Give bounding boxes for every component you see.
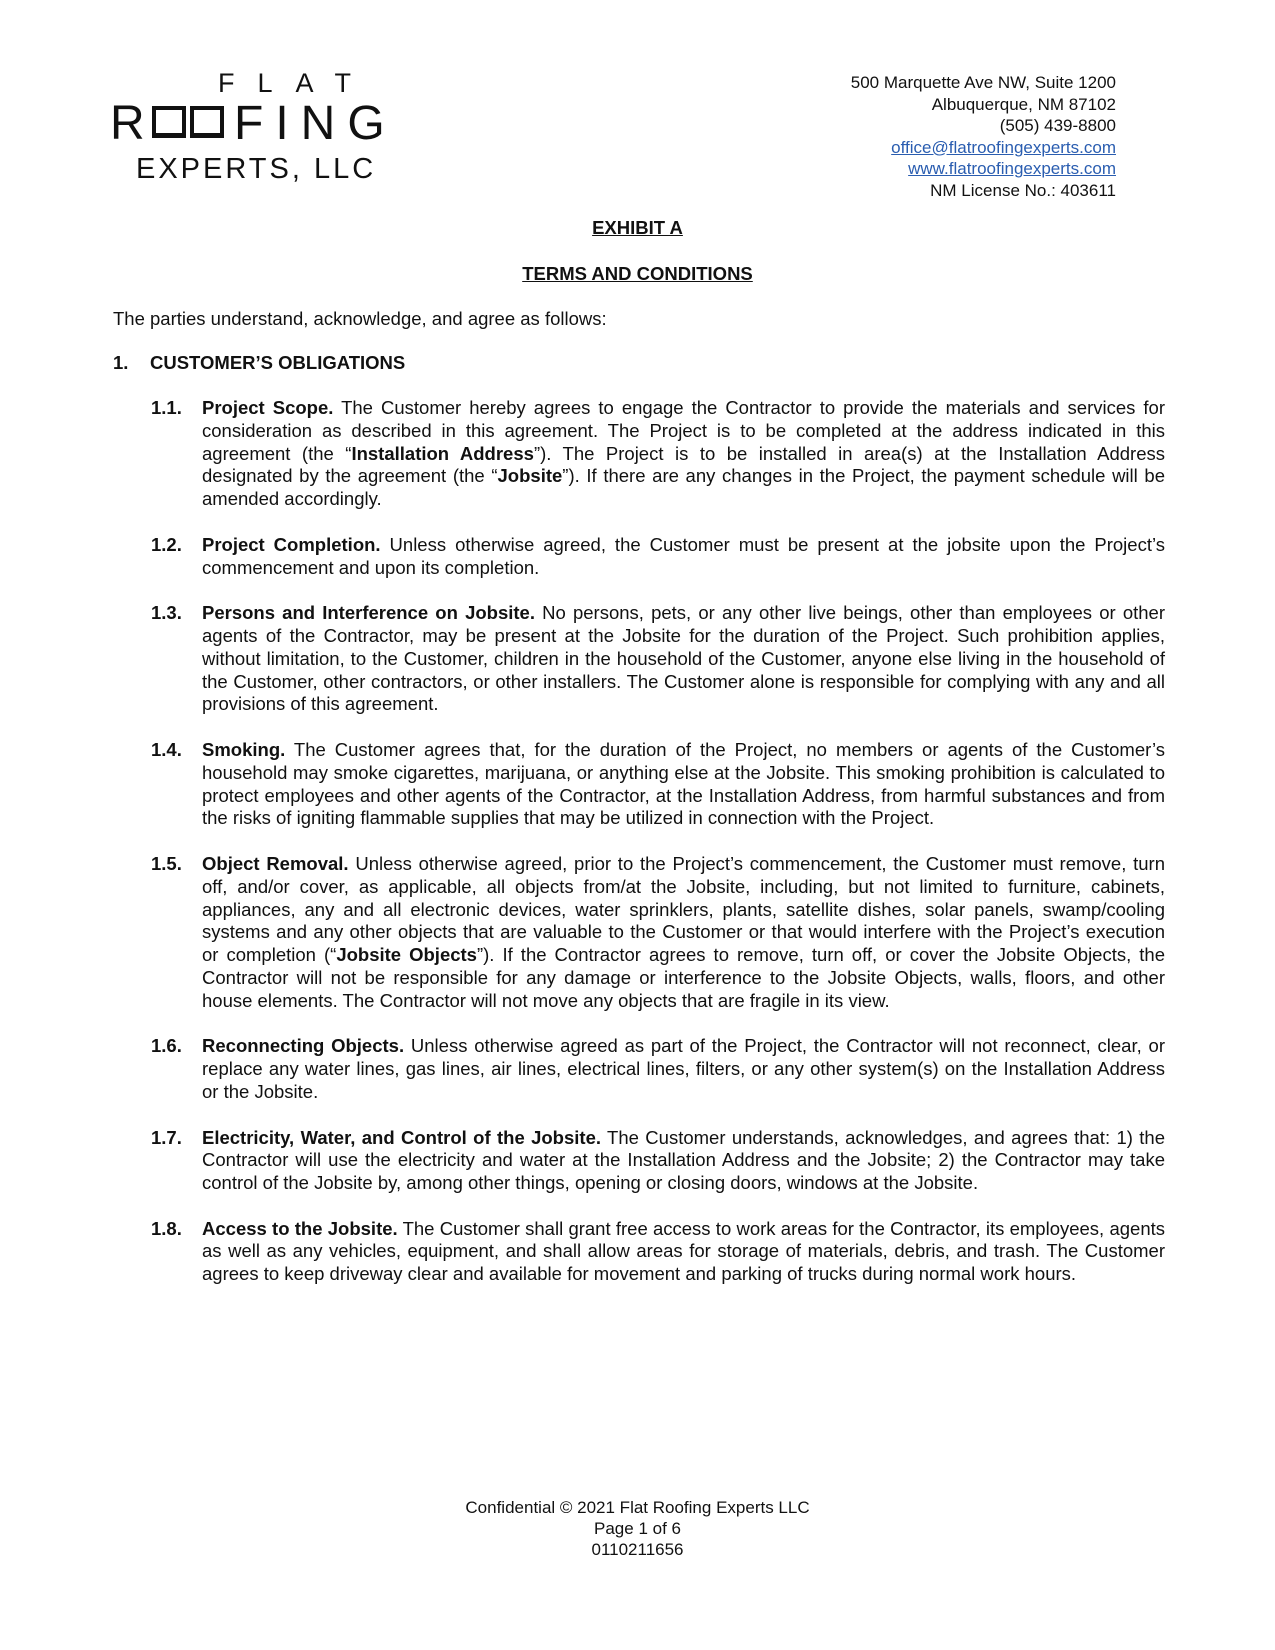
clause-text: Unless otherwise agreed, prior to the Project’s commencement, the Customer must remove, turn off, and/or cover, as applicable, all objects from/at the Jobsite, including, but not limited to furniture, cabinets, appliances, any and all electronic devices, water sprinklers, plants, satellite dishes, solar panels, swamp/cooling systems and any other objects that are valuable to the Customer or that would interfere with the Project’s execution or completion (“ — [202, 852, 1165, 966]
clause-text: The Customer shall grant free access to work areas for the Contractor, its employees, agents as well as any vehicles, equipment, and shall allow areas for storage of materials, debris, and trash. The Customer agrees to keep driveway clear and available for movement and parking of trucks during normal work hours. — [202, 1217, 1165, 1285]
logo-roofing-word — [110, 97, 400, 150]
clause-body — [202, 1127, 1165, 1195]
page-footer — [0, 1497, 1275, 1560]
clause-1-5 — [151, 853, 1165, 1013]
clause-title: Project Scope. — [202, 397, 334, 418]
clause-number: 1.4. — [151, 738, 182, 760]
website-link[interactable]: www.flatroofingexperts.com — [908, 159, 1116, 178]
clause-title: Object Removal. — [202, 852, 349, 874]
clause-number: 1.1. — [151, 397, 182, 418]
terms-heading: TERMS AND CONDITIONS — [522, 263, 753, 284]
section-title: CUSTOMER’S OBLIGATIONS — [150, 352, 406, 373]
exhibit-heading: EXHIBIT A — [592, 217, 683, 238]
clause-text: The Customer agrees that, for the duration of the Project, no members or agents of the Customer’s household may smoke cigarettes, marijuana, or anything else at the Jobsite. This smoking prohibition is calculated to protect employees and other agents of the Contractor, at the Installation Address, from harmful substances and from the risks of igniting flammable supplies that may be utilized in connection with the Project. — [202, 738, 1165, 829]
logo-roof-box-right — [190, 106, 224, 138]
logo-r-letter: R — [110, 97, 147, 150]
clause-text: Unless otherwise agreed as part of the Project, the Contractor will not reconnect, clear, or replace any water lines, gas lines, air lines, electrical lines, filters, or any other system(s) on the Installation Address or the Jobsite. — [202, 1035, 1165, 1102]
address-street: 500 Marquette Ave NW, Suite 1200 — [850, 73, 1116, 92]
email-link[interactable]: office@flatroofingexperts.com — [891, 137, 1116, 157]
clause-title: Project Completion. — [202, 533, 381, 555]
clause-text: No persons, pets, or any other live beings, other than employees or other agents of the Contractor, may be present at the Jobsite for the duration of the Project. Such prohibition applies, without limitation, to the Customer, children in the household of the Customer, anyone else living in the household of the Customer, other contractors, or other installers. The Customer alone is responsible for complying with any and all provisions of this agreement. — [202, 602, 1165, 715]
logo-experts-text: EXPERTS, LLC — [136, 153, 377, 185]
clause-text: ”). If there are any changes in the Project, the payment schedule will be amended accordingly. — [202, 465, 1165, 510]
clause-1-6 — [151, 1035, 1165, 1103]
address-phone: (505) 439-8800 — [999, 116, 1116, 135]
defined-term: Jobsite — [497, 465, 563, 487]
clause-body — [202, 853, 1165, 1013]
clause-1-3 — [151, 602, 1165, 716]
clause-number: 1.6. — [151, 1035, 182, 1057]
clause-1-4 — [151, 739, 1165, 830]
section-heading — [113, 352, 405, 374]
clause-number: 1.5. — [151, 852, 182, 874]
footer-confidential: Confidential © 2021 Flat Roofing Experts LLC — [465, 1498, 810, 1517]
clause-body — [202, 397, 1165, 511]
clause-1-7 — [151, 1127, 1165, 1195]
footer-page-number: Page 1 of 6 — [594, 1519, 681, 1538]
logo-roof-box-left — [152, 106, 186, 138]
clause-1-1 — [151, 397, 1165, 511]
logo-fing-letters: FING — [234, 97, 397, 150]
clause-text: ”). The Project is to be installed in area(s) at the Installation Address designated by the agreement (the “ — [202, 442, 1165, 487]
clause-text: The Customer hereby agrees to engage the Contractor to provide the materials and services for consideration as described in this agreement. The Project is to be completed at the address indicated in this agreement (the “ — [202, 397, 1166, 464]
intro-paragraph: The parties understand, acknowledge, and agree as follows: — [113, 308, 607, 329]
clause-number: 1.3. — [151, 602, 182, 624]
clause-number: 1.7. — [151, 1126, 182, 1148]
clause-list — [151, 397, 1165, 1309]
clause-text: ”). If the Contractor agrees to remove, turn off, or cover the Jobsite Objects, the Contractor will not be responsible for any damage or interference to the Jobsite Objects, walls, floors, and other house elements. The Contractor will not move any objects that are fragile in its view. — [202, 944, 1165, 1011]
footer-doc-id: 0110211656 — [591, 1540, 684, 1559]
company-address-block — [851, 72, 1116, 201]
company-logo — [110, 70, 400, 185]
logo-flat-text: FLAT — [218, 68, 375, 98]
clause-1-2 — [151, 534, 1165, 580]
defined-term: Jobsite Objects — [336, 944, 477, 966]
section-number: 1. — [113, 352, 129, 373]
clause-title: Smoking. — [202, 738, 286, 760]
clause-body — [202, 1218, 1165, 1286]
clause-number: 1.2. — [151, 533, 182, 555]
clause-1-8 — [151, 1218, 1165, 1286]
clause-title: Electricity, Water, and Control of the Jobsite. — [202, 1126, 602, 1148]
clause-title: Access to the Jobsite. — [202, 1217, 398, 1239]
license-number: NM License No.: 403611 — [930, 180, 1116, 200]
clause-body — [202, 534, 1165, 580]
clause-text: Unless otherwise agreed, the Customer must be present at the jobsite upon the Project’s commencement and upon its completion. — [202, 533, 1165, 578]
clause-text: The Customer understands, acknowledges, and agrees that: 1) the Contractor will use the electricity and water at the Installation Address and the Jobsite; 2) the Contractor may take control of the Jobsite by, among other things, opening or closing doors, windows at the Jobsite. — [202, 1126, 1165, 1194]
clause-title: Reconnecting Objects. — [202, 1035, 405, 1057]
defined-term: Installation Address — [351, 442, 534, 464]
clause-title: Persons and Interference on Jobsite. — [202, 602, 535, 624]
clause-body — [202, 1035, 1165, 1103]
clause-number: 1.8. — [151, 1217, 182, 1239]
clause-body — [202, 602, 1165, 716]
address-city: Albuquerque, NM 87102 — [931, 94, 1116, 114]
clause-body — [202, 739, 1165, 830]
